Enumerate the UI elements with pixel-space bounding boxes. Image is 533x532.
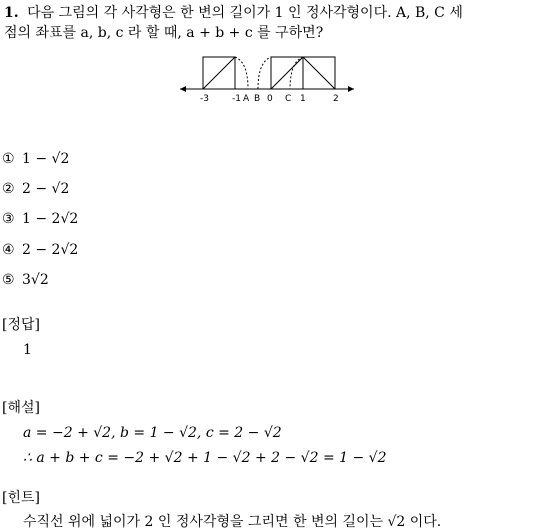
explanation-line-2: ∴ a + b + c = −2 + √2 + 1 − √2 + 2 − √2 = 1 − √2 (23, 450, 387, 466)
arc-c (290, 57, 303, 89)
choice-3-text: 1 − 2√2 (22, 211, 79, 227)
square-right-diagonal (303, 57, 335, 89)
tick-minus-3: -3 (200, 94, 209, 104)
choice-1-text: 1 − √2 (22, 151, 70, 167)
number-line-figure (176, 52, 358, 108)
choice-4-mark: ④ (2, 242, 15, 258)
choice-1-mark: ① (2, 151, 15, 167)
choice-3-mark: ③ (2, 211, 15, 227)
arc-b (258, 57, 271, 89)
axis-left-arrow (180, 86, 186, 92)
choice-2-text: 2 − √2 (22, 181, 70, 197)
question-line-2 (4, 24, 323, 42)
axis-right-arrow (348, 86, 354, 92)
hint-header: [힌트] (2, 490, 40, 506)
choice-2-mark: ② (2, 181, 15, 197)
question-text-2: 점의 좌표를 a, b, c 라 할 때, a + b + c 를 구하면? (4, 25, 324, 41)
tick-minus-1: -1 (232, 94, 241, 104)
hint-text: 수직선 위에 넓이가 2 인 정사각형을 그리면 한 변의 길이는 √2 이다. (23, 514, 442, 530)
choice-5-mark: ⑤ (2, 272, 15, 288)
explanation-header: [해설] (2, 400, 40, 416)
question-number: 1. (4, 5, 19, 21)
square-left-diagonal (203, 57, 235, 89)
tick-a: A (243, 94, 250, 104)
explanation-line-1: a = −2 + √2, b = 1 − √2, c = 2 − √2 (23, 425, 282, 441)
tick-2: 2 (333, 94, 339, 104)
tick-0: 0 (267, 94, 273, 104)
answer-value: 1 (23, 342, 32, 358)
question-text-1: 다음 그림의 각 사각형은 한 변의 길이가 1 인 정사각형이다. A, B, C 세 (27, 5, 463, 21)
choice-4-text: 2 − 2√2 (22, 242, 79, 258)
choice-5-text: 3√2 (22, 272, 49, 288)
choice-4[interactable] (2, 241, 78, 259)
choice-3[interactable] (2, 210, 78, 228)
arc-a (235, 57, 248, 89)
tick-b: B (254, 94, 261, 104)
square-mid-diagonal (271, 57, 303, 89)
question-line-1 (4, 4, 463, 22)
choice-2[interactable] (2, 180, 69, 198)
tick-c: C (285, 94, 292, 104)
tick-1: 1 (300, 94, 306, 104)
choice-1[interactable] (2, 150, 69, 168)
answer-header: [정답] (2, 317, 40, 333)
choice-5[interactable] (2, 271, 49, 289)
